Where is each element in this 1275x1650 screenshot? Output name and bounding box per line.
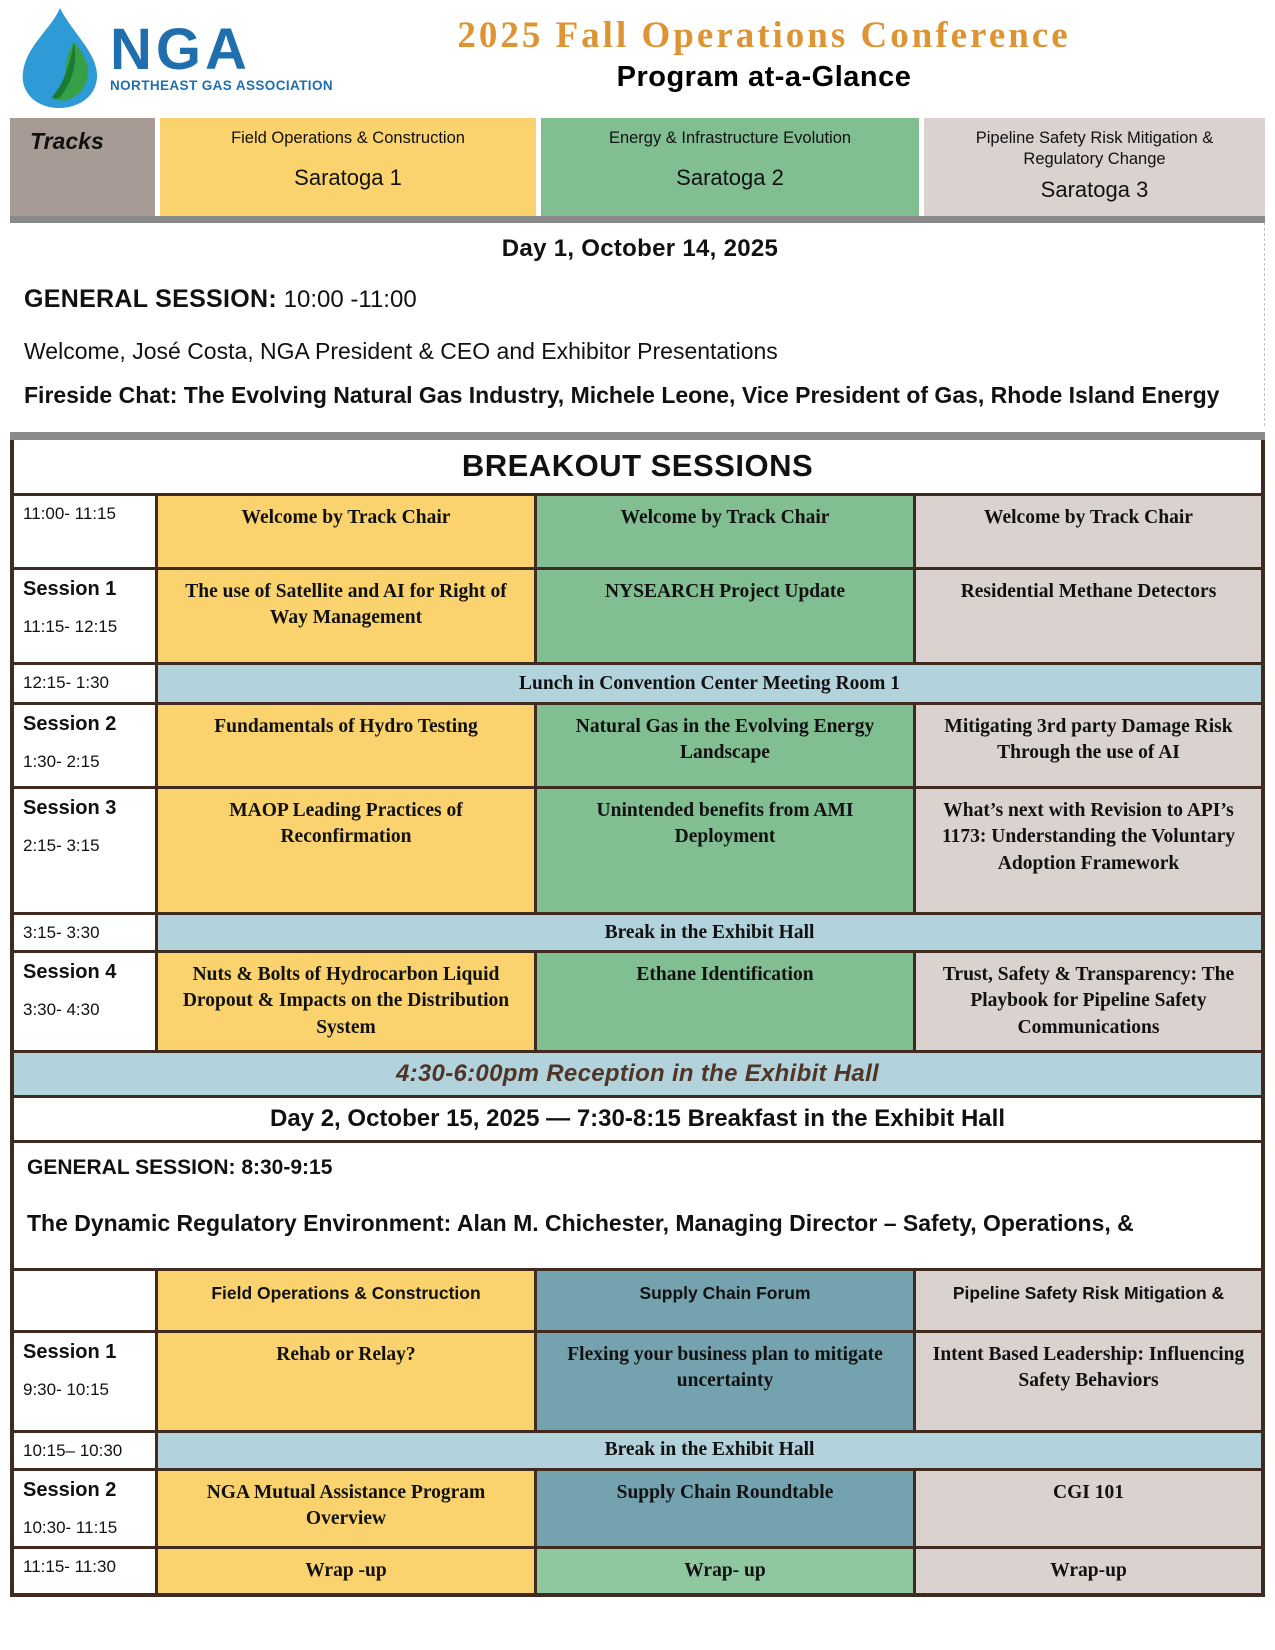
session-cell-track2: Unintended benefits from AMI Deployment — [534, 789, 913, 912]
break-cell: Break in the Exhibit Hall — [155, 915, 1261, 950]
reception-cell: 4:30-6:00pm Reception in the Exhibit Hall — [14, 1053, 1261, 1095]
section-divider-bar — [10, 216, 1265, 223]
session-cell-track2: Welcome by Track Chair — [534, 496, 913, 567]
general-session-label: GENERAL SESSION: — [24, 285, 277, 313]
session-cell-track2: Natural Gas in the Evolving Energy Landscape — [534, 705, 913, 786]
time-cell — [14, 1549, 155, 1593]
time-range: 12:15- 1:30 — [23, 673, 110, 692]
title-block — [333, 6, 1265, 94]
day1-general-session-section — [10, 223, 1265, 426]
session-cell-track3: Trust, Safety & Transparency: The Playbook for Pipeline Safety Communications — [913, 953, 1261, 1050]
session-cell-track1: NGA Mutual Assistance Program Overview — [155, 1471, 534, 1546]
day1-session3-row — [14, 786, 1261, 912]
session-cell-track3: Mitigating 3rd party Damage Risk Through the use of AI — [913, 705, 1261, 786]
day1-fireside-chat-line: Fireside Chat: The Evolving Natural Gas Industry, Michele Leone, Vice President of Gas, Rhode Island Energy — [24, 382, 1220, 408]
nga-flame-icon — [14, 6, 104, 115]
day2-general-session-row — [14, 1140, 1261, 1268]
time-cell — [14, 789, 155, 912]
session-cell-track1: MAOP Leading Practices of Reconfirmation — [155, 789, 534, 912]
session-cell-track2: Supply Chain Roundtable — [534, 1471, 913, 1546]
time-range: 2:15- 3:15 — [23, 836, 100, 855]
day2-heading: Day 2, October 15, 2025 — 7:30-8:15 Breakfast in the Exhibit Hall — [14, 1098, 1261, 1140]
time-cell — [14, 496, 155, 567]
session-label: Session 3 — [23, 797, 117, 819]
break-cell: Break in the Exhibit Hall — [155, 1433, 1261, 1468]
session-label: Session 2 — [23, 1478, 117, 1501]
lunch-cell: Lunch in Convention Center Meeting Room 1 — [155, 665, 1261, 702]
time-range: 9:30- 10:15 — [23, 1379, 110, 1399]
day1-welcome-line: Welcome, José Costa, NGA President & CEO and Exhibitor Presentations — [24, 338, 778, 364]
day1-session4-row — [14, 950, 1261, 1050]
session-cell-track3: Residential Methane Detectors — [913, 570, 1261, 662]
day2-keynote-line: The Dynamic Regulatory Environment: Alan M. Chichester, Managing Director – Safety, Operations, & — [27, 1209, 1134, 1236]
time-range: 1:30- 2:15 — [23, 752, 100, 771]
session-cell-track2: Flexing your business plan to mitigate uncertainty — [534, 1333, 913, 1430]
session-cell-track1: Rehab or Relay? — [155, 1333, 534, 1430]
conference-title: 2025 Fall Operations Conference — [457, 15, 1071, 56]
time-cell — [14, 953, 155, 1050]
track-header-pipeline-safety — [924, 118, 1265, 216]
nga-logo-acronym: NGA — [110, 17, 251, 82]
time-range: 11:15- 12:15 — [23, 617, 118, 636]
day2-track-header-supply-chain: Supply Chain Forum — [534, 1271, 913, 1330]
track-room: Saratoga 1 — [294, 164, 402, 190]
day2-track-header-field-operations: Field Operations & Construction — [155, 1271, 534, 1330]
nga-logo-text — [110, 17, 334, 94]
session-cell-track1: Nuts & Bolts of Hydrocarbon Liquid Dropout & Impacts on the Distribution System — [155, 953, 534, 1050]
track-room: Saratoga 3 — [1040, 177, 1149, 203]
track-name: Energy & Infrastructure Evolution — [608, 129, 852, 147]
session-cell-track3: What’s next with Revision to API’s 1173: Understanding the Voluntary Adoption Framework — [913, 789, 1261, 912]
schedule-table — [10, 440, 1265, 1597]
session-cell-track1: The use of Satellite and AI for Right of Way Management — [155, 570, 534, 662]
page-subtitle: Program at-a-Glance — [616, 61, 912, 93]
track-name: Field Operations & Construction — [231, 129, 465, 147]
session-cell-track3: Welcome by Track Chair — [913, 496, 1261, 567]
time-range: 3:15- 3:30 — [23, 923, 100, 942]
day1-session2-row — [14, 702, 1261, 786]
day1-general-session-line — [24, 285, 1256, 314]
time-range: 11:00- 11:15 — [23, 504, 116, 523]
time-cell — [14, 1333, 155, 1430]
empty-time-cell — [14, 1271, 155, 1330]
nga-logo-org: NORTHEAST GAS ASSOCIATION — [110, 78, 334, 94]
session-label: Session 2 — [23, 713, 117, 735]
time-range: 3:30- 4:30 — [23, 1000, 100, 1019]
time-cell — [14, 1471, 155, 1546]
tracks-label: Tracks — [10, 118, 155, 216]
day1-session1-row — [14, 567, 1261, 662]
track-header-field-operations — [160, 118, 536, 216]
breakout-sessions-title: BREAKOUT SESSIONS — [461, 448, 814, 483]
session-label: Session 1 — [23, 578, 117, 600]
day2-general-session-box — [14, 1143, 1261, 1268]
reception-row — [14, 1050, 1261, 1095]
day2-track-header-row — [14, 1268, 1261, 1330]
time-cell — [14, 1433, 155, 1468]
session-cell-track3: CGI 101 — [913, 1471, 1261, 1546]
session-cell-track2: Ethane Identification — [534, 953, 913, 1050]
welcome-by-track-chair-row — [14, 493, 1261, 567]
time-cell — [14, 570, 155, 662]
day2-break-row — [14, 1430, 1261, 1468]
wrap-up-cell-track3: Wrap-up — [913, 1549, 1261, 1593]
day2-session1-row — [14, 1330, 1261, 1430]
time-cell — [14, 915, 155, 950]
track-name: Pipeline Safety Risk Mitigation & Regulatory Change — [975, 129, 1214, 168]
day1-heading: Day 1, October 14, 2025 — [501, 235, 779, 262]
tracks-header-row — [10, 118, 1265, 216]
breakout-sessions-title-row — [14, 440, 1261, 493]
time-cell — [14, 665, 155, 702]
time-cell — [14, 705, 155, 786]
wrap-up-cell-track1: Wrap -up — [155, 1549, 534, 1593]
track-header-energy-infrastructure — [541, 118, 919, 216]
lunch-row — [14, 662, 1261, 702]
day2-track-header-pipeline-safety: Pipeline Safety Risk Mitigation & — [913, 1271, 1261, 1330]
time-range: 10:15– 10:30 — [23, 1440, 123, 1460]
wrap-up-cell-track2: Wrap- up — [534, 1549, 913, 1593]
day2-heading-row — [14, 1095, 1261, 1140]
general-session-time: 10:00 -11:00 — [277, 286, 417, 313]
page-header — [0, 0, 1275, 116]
track-room: Saratoga 2 — [676, 164, 784, 190]
wrap-up-row — [14, 1546, 1261, 1593]
session-label: Session 1 — [23, 1340, 117, 1363]
session-cell-track2: NYSEARCH Project Update — [534, 570, 913, 662]
table-top-bar — [10, 432, 1265, 440]
session-label: Session 4 — [23, 961, 117, 983]
day2-general-session-line: GENERAL SESSION: 8:30-9:15 — [27, 1155, 333, 1179]
day2-session2-row — [14, 1468, 1261, 1546]
time-range: 10:30- 11:15 — [23, 1517, 118, 1537]
session-cell-track1: Welcome by Track Chair — [155, 496, 534, 567]
time-range: 11:15- 11:30 — [23, 1556, 116, 1576]
nga-logo — [14, 6, 333, 115]
session-cell-track3: Intent Based Leadership: Influencing Safety Behaviors — [913, 1333, 1261, 1430]
session-cell-track1: Fundamentals of Hydro Testing — [155, 705, 534, 786]
day1-break-row — [14, 912, 1261, 950]
